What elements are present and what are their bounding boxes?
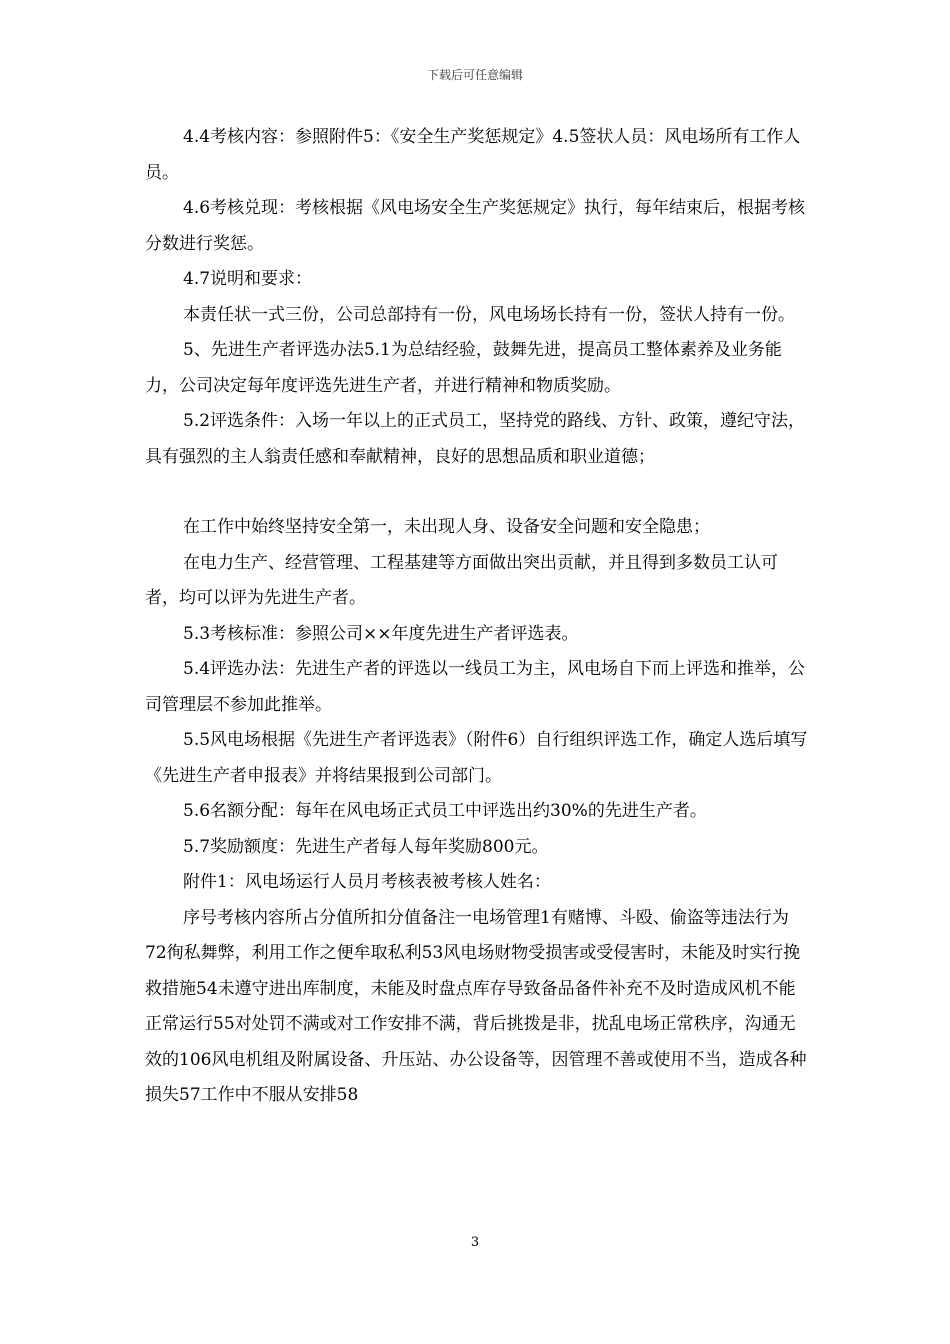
body-paragraph: 4.6考核兑现：考核根据《风电场安全生产奖惩规定》执行，每年结束后，根据考核分数进行奖惩。 [145,198,806,254]
body-paragraph: 5、先进生产者评选办法5.1为总结经验，鼓舞先进，提高员工整体素养及业务能力，公司决定每年度评选先进生产者，并进行精神和物质奖励。 [145,340,782,396]
page-number: 3 [470,1235,480,1250]
body-paragraph: 5.4评选办法：先进生产者的评选以一线员工为主，风电场自下而上评选和推举，公司管理层不参加此推举。 [145,659,806,715]
body-paragraph: 在工作中始终坚持安全第一，未出现人身、设备安全问题和安全隐患； [183,517,710,537]
body-paragraph: 5.7奖励额度：先进生产者每人每年奖励800元。 [183,836,549,857]
body-paragraph: 5.6名额分配：每年在风电场正式员工中评选出约30%的先进生产者。 [183,801,707,821]
body-paragraph: 序号考核内容所占分值所扣分值备注一电场管理1有赌博、斗殴、偷盗等违法行为72徇私舞弊，利用工作之便牟取私利53风电场财物受损害或受侵害时，未能及时实行挽救措施54未遵守进出库制度，未能及时盘点库存导致备品备件补充不及时造成风机不能正常运行55对处罚不满或对工作安排不满，背后挑拨是非，扰乱电场正常秩序，沟通无效的106风电机组及附属设备、升压站、办公设备等，因管理不善或使用不当，造成各种损失57工作中不服从安排58 [145,907,807,1105]
paragraph-spacer [145,475,810,510]
body-paragraph: 附件1：风电场运行人员月考核表被考核人姓名： [183,872,551,892]
body-paragraph: 4.4考核内容：参照附件5：《安全生产奖惩规定》4.5签状人员：风电场所有工作人员。 [145,127,801,183]
body-paragraph: 在电力生产、经营管理、工程基建等方面做出突出贡献，并且得到多数员工认可者，均可以评为先进生产者。 [145,552,778,608]
page-header-note: 下载后可任意编辑 [426,68,523,82]
document-body [145,120,810,1114]
body-paragraph: 4.7说明和要求： [183,269,313,289]
body-paragraph: 本责任状一式三份，公司总部持有一份，风电场场长持有一份，签状人持有一份。 [183,304,795,325]
body-paragraph: 5.5风电场根据《先进生产者评选表》（附件6）自行组织评选工作，确定人选后填写《先进生产者申报表》并将结果报到公司部门。 [145,730,808,786]
body-paragraph: 5.3考核标准：参照公司××年度先进生产者评选表。 [183,623,579,644]
body-paragraph: 5.2评选条件：入场一年以上的正式员工，坚持党的路线、方针、政策，遵纪守法，具有强烈的主人翁责任感和奉献精神，良好的思想品质和职业道德； [145,411,806,467]
